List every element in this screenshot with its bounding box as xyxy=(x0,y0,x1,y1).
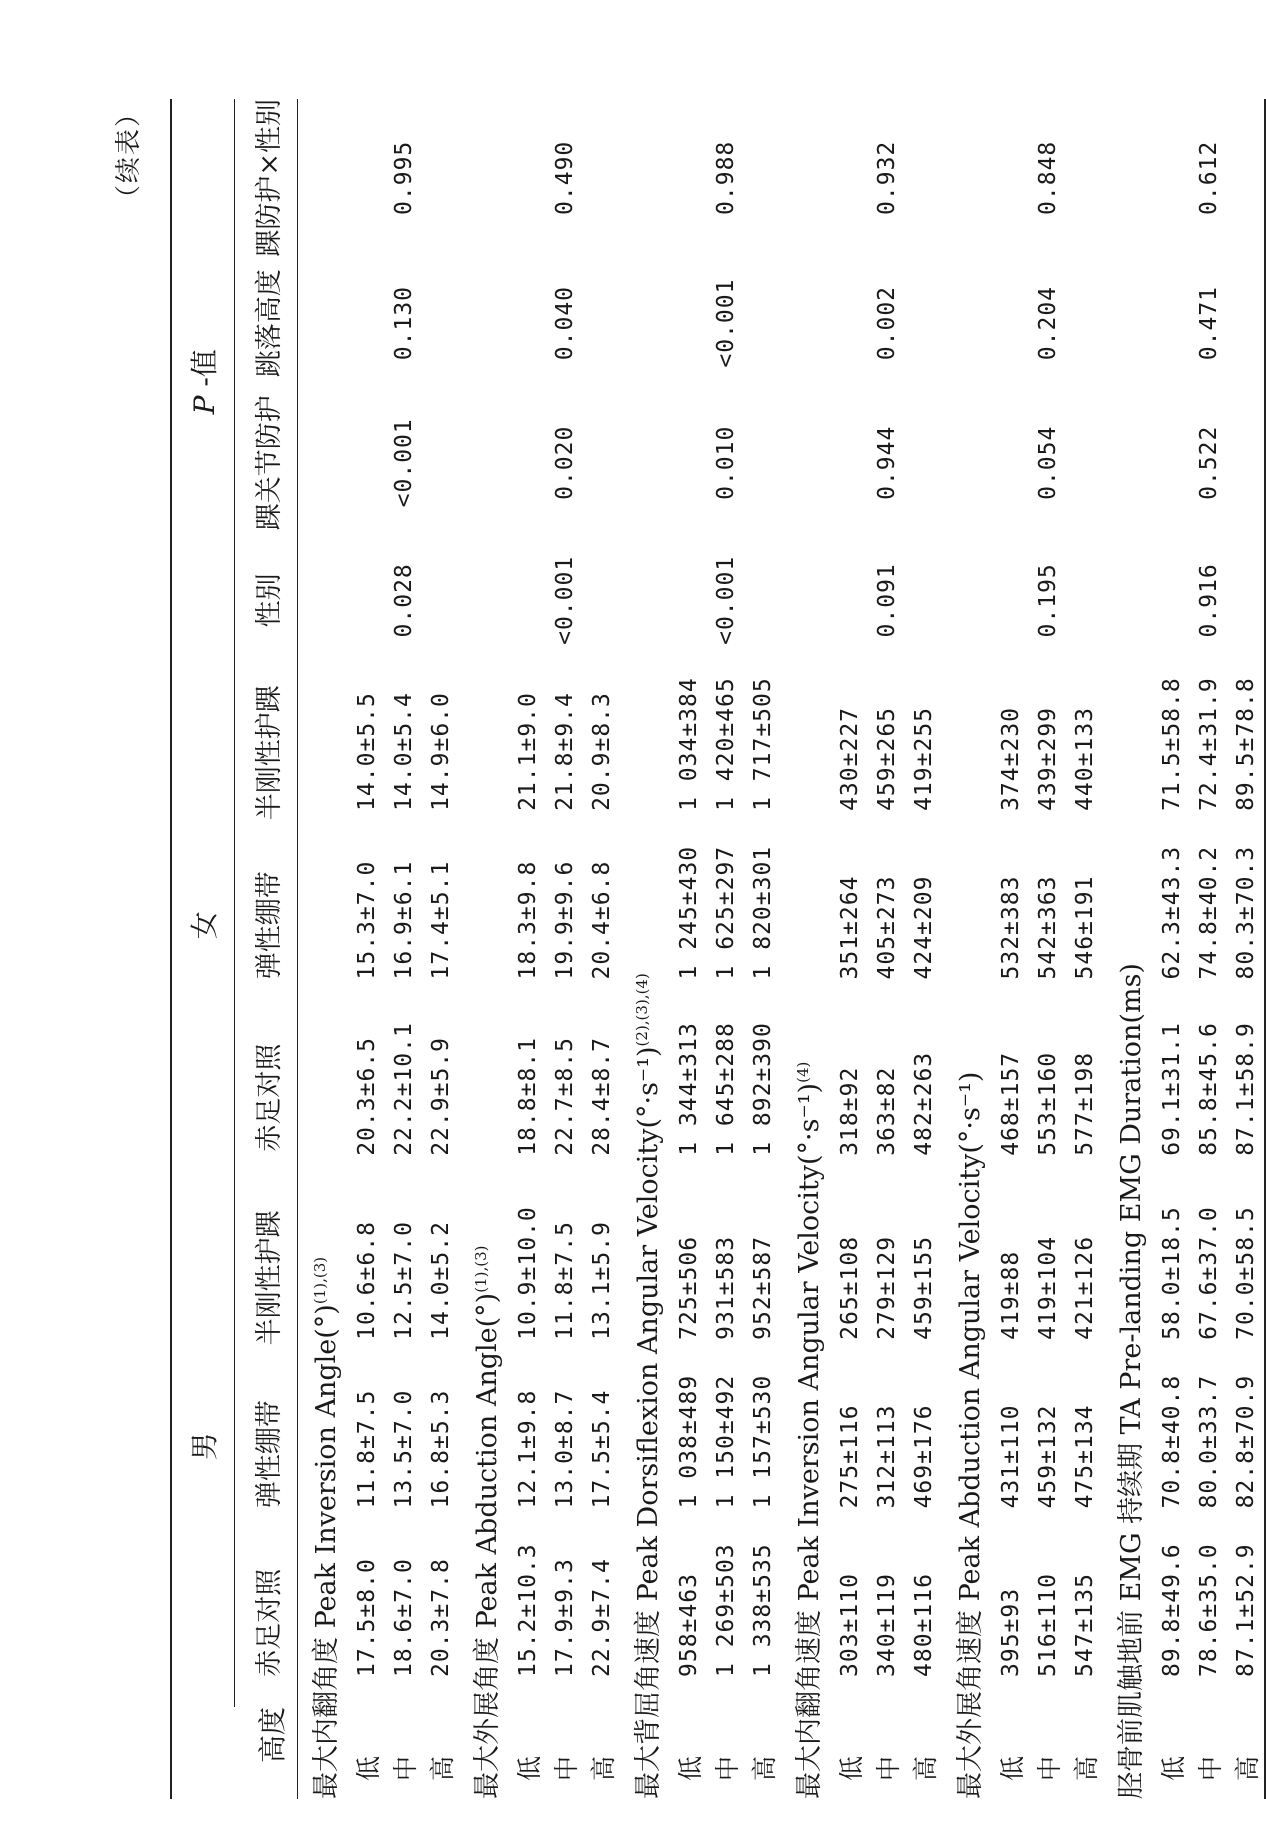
value-m2: 1 157±530 xyxy=(749,1374,776,1509)
p-empty xyxy=(1227,536,1265,665)
section-title-row xyxy=(942,99,992,1799)
p-empty xyxy=(1227,99,1265,257)
value-f1: 85.8±45.6 xyxy=(1195,1022,1222,1156)
p-ankle: 0.522 xyxy=(1195,425,1222,500)
value-f2: 74.8±40.2 xyxy=(1195,845,1222,980)
p-empty xyxy=(992,99,1029,257)
value-m3: 419±104 xyxy=(1034,1235,1061,1340)
height-level: 低 xyxy=(353,1755,383,1781)
value-m1: 1 269±503 xyxy=(712,1543,739,1677)
p-empty xyxy=(1066,257,1103,390)
section-title xyxy=(942,99,992,1799)
value-m1: 15.2±10.3 xyxy=(514,1543,541,1677)
value-m3: 70.0±58.5 xyxy=(1232,1206,1259,1340)
height-level: 低 xyxy=(675,1755,705,1781)
results-table xyxy=(170,99,1266,1799)
value-m2: 17.5±5.4 xyxy=(588,1389,615,1509)
value-f2: 542±363 xyxy=(1034,875,1061,980)
height-level: 中 xyxy=(551,1755,581,1781)
table-row xyxy=(1029,99,1066,1799)
table-row xyxy=(868,99,905,1799)
col-male-semirigid: 半刚性护踝 xyxy=(235,1186,298,1370)
value-m1: 17.9±9.3 xyxy=(551,1558,578,1677)
value-m2: 1 038±489 xyxy=(675,1374,702,1509)
p-jump: 0.130 xyxy=(390,285,417,361)
height-level: 中 xyxy=(1034,1755,1064,1781)
p-empty xyxy=(1153,257,1190,390)
value-f1: 577±198 xyxy=(1071,1051,1098,1156)
value-m2: 475±134 xyxy=(1071,1404,1098,1509)
section-title-text: 最大内翻角速度 Peak Inversion Angular Velocity(°·s⁻¹) xyxy=(793,1082,825,1799)
value-m1: 78.6±35.0 xyxy=(1195,1543,1222,1677)
p-empty xyxy=(583,99,620,257)
section-title-text: 最大外展角度 Peak Abduction Angle(°) xyxy=(471,1292,503,1799)
p-gender: 0.028 xyxy=(390,563,417,638)
table-row xyxy=(583,99,620,1799)
value-f1: 363±82 xyxy=(873,1066,900,1156)
value-m2: 11.8±7.5 xyxy=(353,1389,380,1509)
value-f3: 459±265 xyxy=(873,706,900,811)
table-row xyxy=(509,99,546,1799)
p-empty xyxy=(744,536,781,665)
header-row-columns xyxy=(235,99,298,1799)
section-title-text: 最大外展角速度 Peak Abduction Angular Velocity(°·s⁻¹) xyxy=(954,1071,986,1799)
value-f1: 87.1±58.9 xyxy=(1232,1022,1259,1156)
value-m1: 22.9±7.4 xyxy=(588,1558,615,1677)
p-jump: 0.040 xyxy=(551,285,578,361)
value-f1: 468±157 xyxy=(997,1051,1024,1156)
section-title-row xyxy=(459,99,509,1799)
height-level: 中 xyxy=(390,1755,420,1781)
table-row xyxy=(1227,99,1265,1799)
value-f3: 21.8±9.4 xyxy=(551,692,578,811)
value-f1: 482±263 xyxy=(910,1051,937,1156)
value-m3: 725±506 xyxy=(675,1235,702,1340)
section-title xyxy=(298,99,349,1799)
section-title xyxy=(620,99,670,1799)
value-f1: 1 344±313 xyxy=(675,1022,702,1156)
col-male-elastic: 弹性绷带 xyxy=(235,1370,298,1539)
table-row xyxy=(707,99,744,1799)
header-row-groups xyxy=(172,99,235,1799)
value-f3: 419±255 xyxy=(910,706,937,811)
value-f2: 405±273 xyxy=(873,875,900,980)
value-f2: 1 625±297 xyxy=(712,845,739,980)
value-f3: 1 034±384 xyxy=(675,677,702,811)
value-m3: 265±108 xyxy=(836,1235,863,1340)
value-m2: 13.0±8.7 xyxy=(551,1389,578,1509)
height-level: 中 xyxy=(1195,1755,1225,1781)
value-f3: 14.9±6.0 xyxy=(427,692,454,811)
p-gender: 0.916 xyxy=(1195,563,1222,638)
value-m3: 12.5±7.0 xyxy=(390,1221,417,1340)
value-m3: 421±126 xyxy=(1071,1235,1098,1340)
table-row xyxy=(744,99,781,1799)
p-ankle: <0.001 xyxy=(390,418,417,508)
value-m1: 480±116 xyxy=(910,1573,937,1677)
value-f1: 553±160 xyxy=(1034,1051,1061,1156)
p-jump: 0.471 xyxy=(1195,285,1222,361)
p-empty xyxy=(1066,389,1103,536)
p-empty xyxy=(992,536,1029,665)
table-sheet xyxy=(0,99,1262,1799)
value-f2: 1 820±301 xyxy=(749,845,776,980)
section-title-superscript: (1),(3) xyxy=(310,1256,329,1305)
value-f3: 21.1±9.0 xyxy=(514,692,541,811)
value-f1: 1 645±288 xyxy=(712,1022,739,1156)
p-empty xyxy=(348,99,385,257)
p-empty xyxy=(905,389,942,536)
col-p-interaction: 踝防护×性别 xyxy=(235,99,298,257)
table-row xyxy=(831,99,868,1799)
value-f3: 72.4±31.9 xyxy=(1195,677,1222,811)
p-interaction: 0.995 xyxy=(390,140,417,215)
p-ankle: 0.010 xyxy=(712,425,739,500)
value-f1: 318±92 xyxy=(836,1066,863,1156)
col-female-semirigid: 半刚性护踝 xyxy=(235,665,298,841)
col-p-jump: 跳落高度 xyxy=(235,257,298,390)
p-empty xyxy=(1227,257,1265,390)
value-m2: 13.5±7.0 xyxy=(390,1389,417,1509)
col-male-barefoot: 赤足对照 xyxy=(235,1538,298,1707)
table-row xyxy=(992,99,1029,1799)
p-jump: 0.002 xyxy=(873,285,900,361)
header-female: 女 xyxy=(172,665,235,1186)
p-empty xyxy=(509,536,546,665)
section-title-row xyxy=(620,99,670,1799)
value-m1: 958±463 xyxy=(675,1573,702,1677)
value-f2: 1 245±430 xyxy=(675,845,702,980)
p-empty xyxy=(992,389,1029,536)
value-m2: 469±176 xyxy=(910,1404,937,1509)
p-jump: <0.001 xyxy=(712,278,739,368)
value-m3: 459±155 xyxy=(910,1235,937,1340)
header-height: 高度 xyxy=(172,1707,298,1799)
section-title-text: 最大内翻角度 Peak Inversion Angle(°) xyxy=(310,1304,342,1799)
p-interaction: 0.988 xyxy=(712,140,739,215)
value-f3: 1 717±505 xyxy=(749,677,776,811)
value-f1: 22.9±5.9 xyxy=(427,1037,454,1156)
value-f3: 14.0±5.5 xyxy=(353,692,380,811)
height-level: 高 xyxy=(588,1755,618,1781)
value-m1: 340±119 xyxy=(873,1573,900,1677)
value-m3: 931±583 xyxy=(712,1235,739,1340)
p-empty xyxy=(1153,536,1190,665)
p-empty xyxy=(348,536,385,665)
p-ankle: 0.054 xyxy=(1034,425,1061,500)
value-f1: 1 892±390 xyxy=(749,1022,776,1156)
value-m2: 312±113 xyxy=(873,1404,900,1509)
p-gender: <0.001 xyxy=(712,555,739,645)
value-m3: 11.8±7.5 xyxy=(551,1221,578,1340)
value-m1: 395±93 xyxy=(997,1587,1024,1677)
p-empty xyxy=(670,536,707,665)
p-empty xyxy=(422,257,459,390)
value-f2: 532±383 xyxy=(997,875,1024,980)
value-f3: 374±230 xyxy=(997,706,1024,811)
value-f1: 18.8±8.1 xyxy=(514,1037,541,1156)
table-row xyxy=(385,99,422,1799)
table-row xyxy=(670,99,707,1799)
value-f1: 28.4±8.7 xyxy=(588,1037,615,1156)
value-f3: 439±299 xyxy=(1034,706,1061,811)
p-interaction: 0.612 xyxy=(1195,140,1222,215)
p-empty xyxy=(422,99,459,257)
p-empty xyxy=(583,257,620,390)
col-female-elastic: 弹性绷带 xyxy=(235,841,298,1010)
p-empty xyxy=(744,257,781,390)
value-m1: 1 338±535 xyxy=(749,1543,776,1677)
value-f2: 17.4±5.1 xyxy=(427,860,454,980)
p-interaction: 0.848 xyxy=(1034,140,1061,215)
p-empty xyxy=(348,389,385,536)
p-empty xyxy=(744,389,781,536)
section-title-superscript: (4) xyxy=(793,1061,812,1083)
value-f2: 16.9±6.1 xyxy=(390,860,417,980)
value-m2: 431±110 xyxy=(997,1404,1024,1509)
value-m1: 18.6±7.0 xyxy=(390,1558,417,1677)
p-empty xyxy=(1066,536,1103,665)
p-empty xyxy=(670,99,707,257)
height-level: 高 xyxy=(910,1755,940,1781)
section-title-text: 胫骨前肌触地前 EMG 持续期 TA Pre-landing EMG Duration(ms) xyxy=(1115,963,1147,1799)
value-f2: 80.3±70.3 xyxy=(1232,845,1259,980)
value-m2: 12.1±9.8 xyxy=(514,1389,541,1509)
p-empty xyxy=(905,99,942,257)
table-row xyxy=(348,99,385,1799)
value-f2: 20.4±6.8 xyxy=(588,860,615,980)
section-title-row xyxy=(1103,99,1153,1799)
value-m3: 14.0±5.2 xyxy=(427,1221,454,1340)
height-level: 高 xyxy=(749,1755,779,1781)
value-f2: 62.3±43.3 xyxy=(1158,845,1185,980)
value-f1: 20.3±6.5 xyxy=(353,1037,380,1156)
col-p-gender: 性别 xyxy=(235,536,298,665)
section-title-row xyxy=(781,99,831,1799)
value-f1: 22.2±10.1 xyxy=(390,1022,417,1156)
value-m1: 17.5±8.0 xyxy=(353,1558,380,1677)
table-row xyxy=(546,99,583,1799)
p-empty xyxy=(905,536,942,665)
p-empty xyxy=(509,257,546,390)
value-m3: 10.9±10.0 xyxy=(514,1206,541,1340)
p-empty xyxy=(905,257,942,390)
height-level: 中 xyxy=(873,1755,903,1781)
table-row xyxy=(905,99,942,1799)
p-empty xyxy=(1153,99,1190,257)
section-title-text: 最大背屈角速度 Peak Dorsiflexion Angular Velocity(°·s⁻¹) xyxy=(632,1046,664,1799)
section-title xyxy=(1103,99,1153,1799)
p-empty xyxy=(670,257,707,390)
value-m3: 279±129 xyxy=(873,1235,900,1340)
value-f3: 71.5±58.8 xyxy=(1158,677,1185,811)
value-m3: 67.6±37.0 xyxy=(1195,1206,1222,1340)
value-f2: 15.3±7.0 xyxy=(353,860,380,980)
value-m3: 10.6±6.8 xyxy=(353,1221,380,1340)
p-empty xyxy=(422,536,459,665)
table-row xyxy=(1066,99,1103,1799)
p-empty xyxy=(744,99,781,257)
value-f3: 20.9±8.3 xyxy=(588,692,615,811)
p-empty xyxy=(1153,389,1190,536)
value-m2: 82.8±70.9 xyxy=(1232,1374,1259,1509)
p-ankle: 0.020 xyxy=(551,425,578,500)
section-title-row xyxy=(298,99,349,1799)
height-level: 高 xyxy=(1232,1755,1262,1781)
p-empty xyxy=(348,257,385,390)
p-empty xyxy=(509,99,546,257)
col-p-ankle: 踝关节防护 xyxy=(235,389,298,536)
value-f2: 424±209 xyxy=(910,875,937,980)
p-interaction: 0.490 xyxy=(551,140,578,215)
p-empty xyxy=(583,389,620,536)
p-empty xyxy=(831,257,868,390)
p-ankle: 0.944 xyxy=(873,425,900,500)
p-empty xyxy=(422,389,459,536)
section-title xyxy=(459,99,509,1799)
height-level: 低 xyxy=(997,1755,1027,1781)
p-gender: 0.195 xyxy=(1034,563,1061,638)
p-label: P xyxy=(188,395,221,415)
header-p-value xyxy=(172,99,235,665)
header-male: 男 xyxy=(172,1186,235,1707)
height-level: 中 xyxy=(712,1755,742,1781)
height-level: 高 xyxy=(427,1755,457,1781)
p-gender: <0.001 xyxy=(551,555,578,645)
p-suffix: -值 xyxy=(188,349,221,396)
value-f3: 89.5±78.8 xyxy=(1232,677,1259,811)
value-f3: 1 420±465 xyxy=(712,677,739,811)
p-empty xyxy=(831,536,868,665)
col-female-barefoot: 赤足对照 xyxy=(235,1009,298,1185)
p-empty xyxy=(831,389,868,536)
continued-label: （续表） xyxy=(114,99,144,212)
height-level: 低 xyxy=(836,1755,866,1781)
p-empty xyxy=(1066,99,1103,257)
value-f2: 19.9±9.6 xyxy=(551,860,578,980)
table-row xyxy=(1190,99,1227,1799)
value-f2: 18.3±9.8 xyxy=(514,860,541,980)
value-m2: 459±132 xyxy=(1034,1404,1061,1509)
section-title-superscript: (2),(3),(4) xyxy=(632,973,651,1047)
value-m2: 16.8±5.3 xyxy=(427,1389,454,1509)
value-f1: 69.1±31.1 xyxy=(1158,1022,1185,1156)
p-empty xyxy=(509,389,546,536)
value-m1: 87.1±52.9 xyxy=(1232,1543,1259,1677)
value-m1: 89.8±49.6 xyxy=(1158,1543,1185,1677)
value-m3: 952±587 xyxy=(749,1235,776,1340)
value-f3: 440±133 xyxy=(1071,706,1098,811)
value-m2: 275±116 xyxy=(836,1404,863,1509)
value-f3: 430±227 xyxy=(836,706,863,811)
value-m3: 13.1±5.9 xyxy=(588,1221,615,1340)
height-level: 低 xyxy=(514,1755,544,1781)
section-title xyxy=(781,99,831,1799)
value-m1: 547±135 xyxy=(1071,1573,1098,1677)
p-empty xyxy=(583,536,620,665)
value-m3: 58.0±18.5 xyxy=(1158,1206,1185,1340)
value-f2: 351±264 xyxy=(836,875,863,980)
p-jump: 0.204 xyxy=(1034,285,1061,361)
table-row xyxy=(422,99,459,1799)
height-level: 高 xyxy=(1071,1755,1101,1781)
p-empty xyxy=(670,389,707,536)
value-m1: 303±110 xyxy=(836,1573,863,1677)
p-empty xyxy=(992,257,1029,390)
value-m3: 419±88 xyxy=(997,1250,1024,1340)
p-gender: 0.091 xyxy=(873,563,900,638)
height-level: 低 xyxy=(1158,1755,1188,1781)
value-m1: 20.3±7.8 xyxy=(427,1558,454,1677)
table-row xyxy=(1153,99,1190,1799)
value-f2: 546±191 xyxy=(1071,875,1098,980)
p-interaction: 0.932 xyxy=(873,140,900,215)
value-m2: 70.8±40.8 xyxy=(1158,1374,1185,1509)
value-m2: 80.0±33.7 xyxy=(1195,1374,1222,1509)
value-f1: 22.7±8.5 xyxy=(551,1037,578,1156)
value-m2: 1 150±492 xyxy=(712,1374,739,1509)
value-m1: 516±110 xyxy=(1034,1573,1061,1677)
p-empty xyxy=(1227,389,1265,536)
section-title-superscript: (1),(3) xyxy=(471,1245,490,1293)
p-empty xyxy=(831,99,868,257)
value-f3: 14.0±5.4 xyxy=(390,692,417,811)
